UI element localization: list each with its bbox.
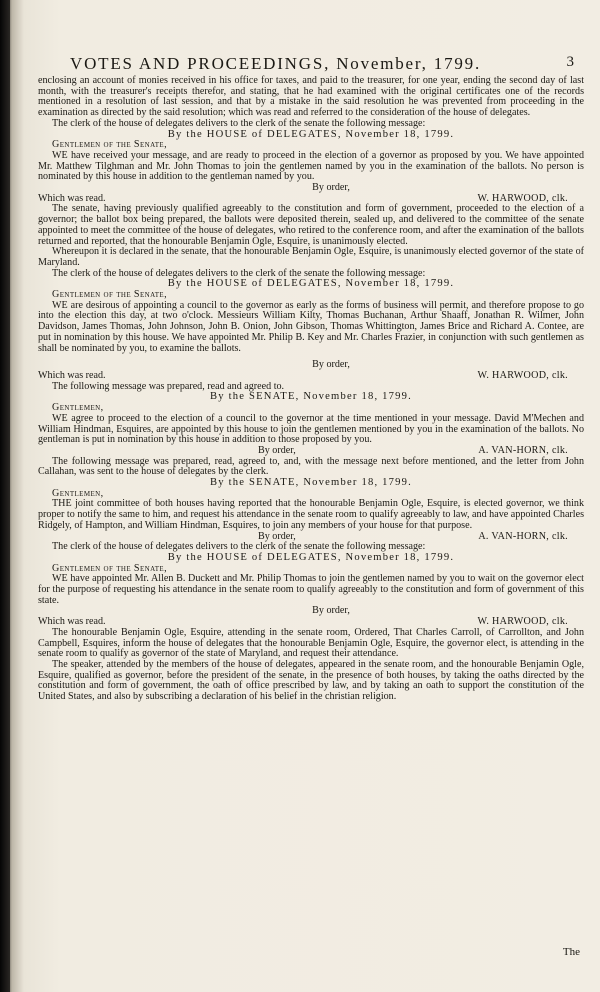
salutation: Gentlemen, bbox=[52, 487, 104, 499]
clerk-signature: W. HARWOOD, clk. bbox=[477, 616, 568, 628]
by-order: By order, bbox=[312, 359, 350, 371]
salutation: Gentlemen of the Senate, bbox=[52, 139, 168, 151]
paragraph: WE agree to proceed to the election of a council to the governor at the time mentioned in your message. David M'Mechen and William Hindman, Esquires, are appointed by this house to join the gentlemen mentioned by you in the examination of the ballots. No gentleman is put in nomination by this house in addition to those proposed by you. bbox=[38, 412, 584, 446]
message-heading: By the SENATE, November 18, 1799. bbox=[209, 391, 413, 403]
read-note: Which was read. bbox=[38, 616, 106, 628]
paragraph: WE have received your message, and are ready to proceed in the election of a governor as proposed by you. We have appointed Mr. Matthew Tilghman and Mr. John Thomas to join the gentlemen named by you in the examination of the ballots. No person is nominated by this house in addition to the gentleman named by you. bbox=[38, 149, 584, 183]
by-order: By order, bbox=[258, 444, 296, 456]
paragraph: The honourable Benjamin Ogle, Esquire, attending in the senate room, Ordered, That Charles Carroll, of Carrollton, and John Campbell, Esquires, inform the house of delegates that the honourable Benjamin Ogle, Esquire, the governor elect, is attending in the senate room to qualify as governor of the state of Maryland, and request their attendance. bbox=[38, 626, 584, 660]
salutation: Gentlemen of the Senate, bbox=[52, 289, 168, 301]
message-heading: By the SENATE, November 18, 1799. bbox=[209, 477, 413, 489]
paragraph: The speaker, attended by the members of the house of delegates, appeared in the senate room, and the honourable Benjamin Ogle, Esquire, qualified as governor, before the president of the senate, in the presence of both houses, by taking the oaths directed by the constitution and form of government, the oath of office prescribed by law, and by taking an oath to support the constitution of the United States, and also by subscribing a declaration of his belief in the christian religion. bbox=[38, 658, 584, 703]
catchword: The bbox=[562, 946, 580, 958]
salutation: Gentlemen of the Senate, bbox=[52, 562, 168, 574]
clerk-signature: A. VAN-HORN, clk. bbox=[478, 444, 568, 456]
by-order: By order, bbox=[312, 182, 350, 194]
paragraph: The clerk of the house of delegates delivers to the clerk of the senate the following message: bbox=[52, 267, 426, 279]
paragraph: The clerk of the house of delegates delivers to the clerk of the senate the following message: bbox=[52, 117, 426, 129]
paragraph: Whereupon it is declared in the senate, that the honourable Benjamin Ogle, Esquire, is unanimously elected governor of the state of Maryland. bbox=[38, 246, 584, 268]
read-note: Which was read. bbox=[38, 369, 106, 381]
page-header bbox=[70, 54, 580, 76]
message-heading: By the HOUSE of DELEGATES, November 18, 1799. bbox=[167, 278, 455, 290]
paragraph: WE have appointed Mr. Allen B. Duckett and Mr. Philip Thomas to join the gentlemen named by you to wait on the governor elect for the purpose of requesting his attendance in the senate room to qualify agreeably to the constitution and form of government of this state. bbox=[38, 573, 584, 606]
page-number: 3 bbox=[566, 54, 574, 70]
signature-line bbox=[38, 446, 584, 457]
clerk-signature: W. HARWOOD, clk. bbox=[477, 369, 568, 381]
paragraph: THE joint committee of both houses having reported that the honourable Benjamin Ogle, Esquire, is elected governor, we think proper to notify the same to him, and request his attendance in the senate room to qualify agreeably to law, and have appointed Charles Ridgely, of Hampton, and William Hindman, Esquires, to join any members of your house for that purpose. bbox=[38, 498, 584, 531]
clerk-signature: W. HARWOOD, clk. bbox=[477, 192, 568, 204]
paragraph: The following message was prepared, read and agreed to. bbox=[52, 380, 285, 392]
running-title: VOTES AND PROCEEDINGS, November, 1799. bbox=[70, 54, 482, 73]
paragraph: The clerk of the house of delegates delivers to the clerk of the senate the following message: bbox=[52, 541, 426, 553]
paragraph: WE are desirous of appointing a council to the governor as early as the forms of business will permit, and therefore propose to go into the election this day, at two o'clock. Messieurs William Kilty, Thomas Buchanan, Arthur Shaaff, Jonathan R. Wilmer, John Davidson, James Thomas, John Johnson, John B. Onion, John Gibson, Thomas Whittington, James Brice and Richard A. Contee, are put in nomination by this house. We have appointed Mr. Philip B. Key and Mr. Charles Frazier, in conjunction with such gentlemen as shall be nominated by you, to examine the ballots. bbox=[38, 299, 584, 354]
salutation: Gentlemen, bbox=[52, 402, 104, 414]
message-heading: By the HOUSE of DELEGATES, November 18, 1799. bbox=[167, 551, 455, 563]
paragraph: The following message was prepared, read, agreed to, and, with the message next before mentioned, and the letter from John Callahan, was sent to the house of delegates by the clerk. bbox=[38, 455, 584, 478]
page-body bbox=[38, 76, 584, 703]
read-note: Which was read. bbox=[38, 192, 106, 204]
paragraph: enclosing an account of monies received in his office for taxes, and paid to the treasurer, for one year, ending the second day of last month, with the treasurer's receipts therefor, and stating, that he had examined with the original certificates one of the records mentioned in a resolution of last session, and that by a mistake in the said resolution he was prevented from proceeding in the examination as directed by the said resolution; which was read and referred to the consideration of the house of delegates. bbox=[38, 75, 584, 119]
binding-edge bbox=[0, 0, 10, 992]
by-order: By order, bbox=[258, 530, 296, 542]
by-order: By order, bbox=[312, 605, 350, 617]
clerk-signature: A. VAN-HORN, clk. bbox=[478, 530, 568, 542]
paragraph: The senate, having previously qualified agreeably to the constitution and form of government, proceeded to the election of a governor; the ballot box being prepared, the ballots were deposited therein, sealed up, and delivered to the committee of the senate appointed to meet the committee of the house of delegates, who retired to the conference room, and after the examination of the ballots returned and reported, that the honourable Benjamin Ogle, Esquire, is unanimously elected. bbox=[38, 203, 584, 247]
message-heading: By the HOUSE of DELEGATES, November 18, 1799. bbox=[167, 128, 455, 140]
